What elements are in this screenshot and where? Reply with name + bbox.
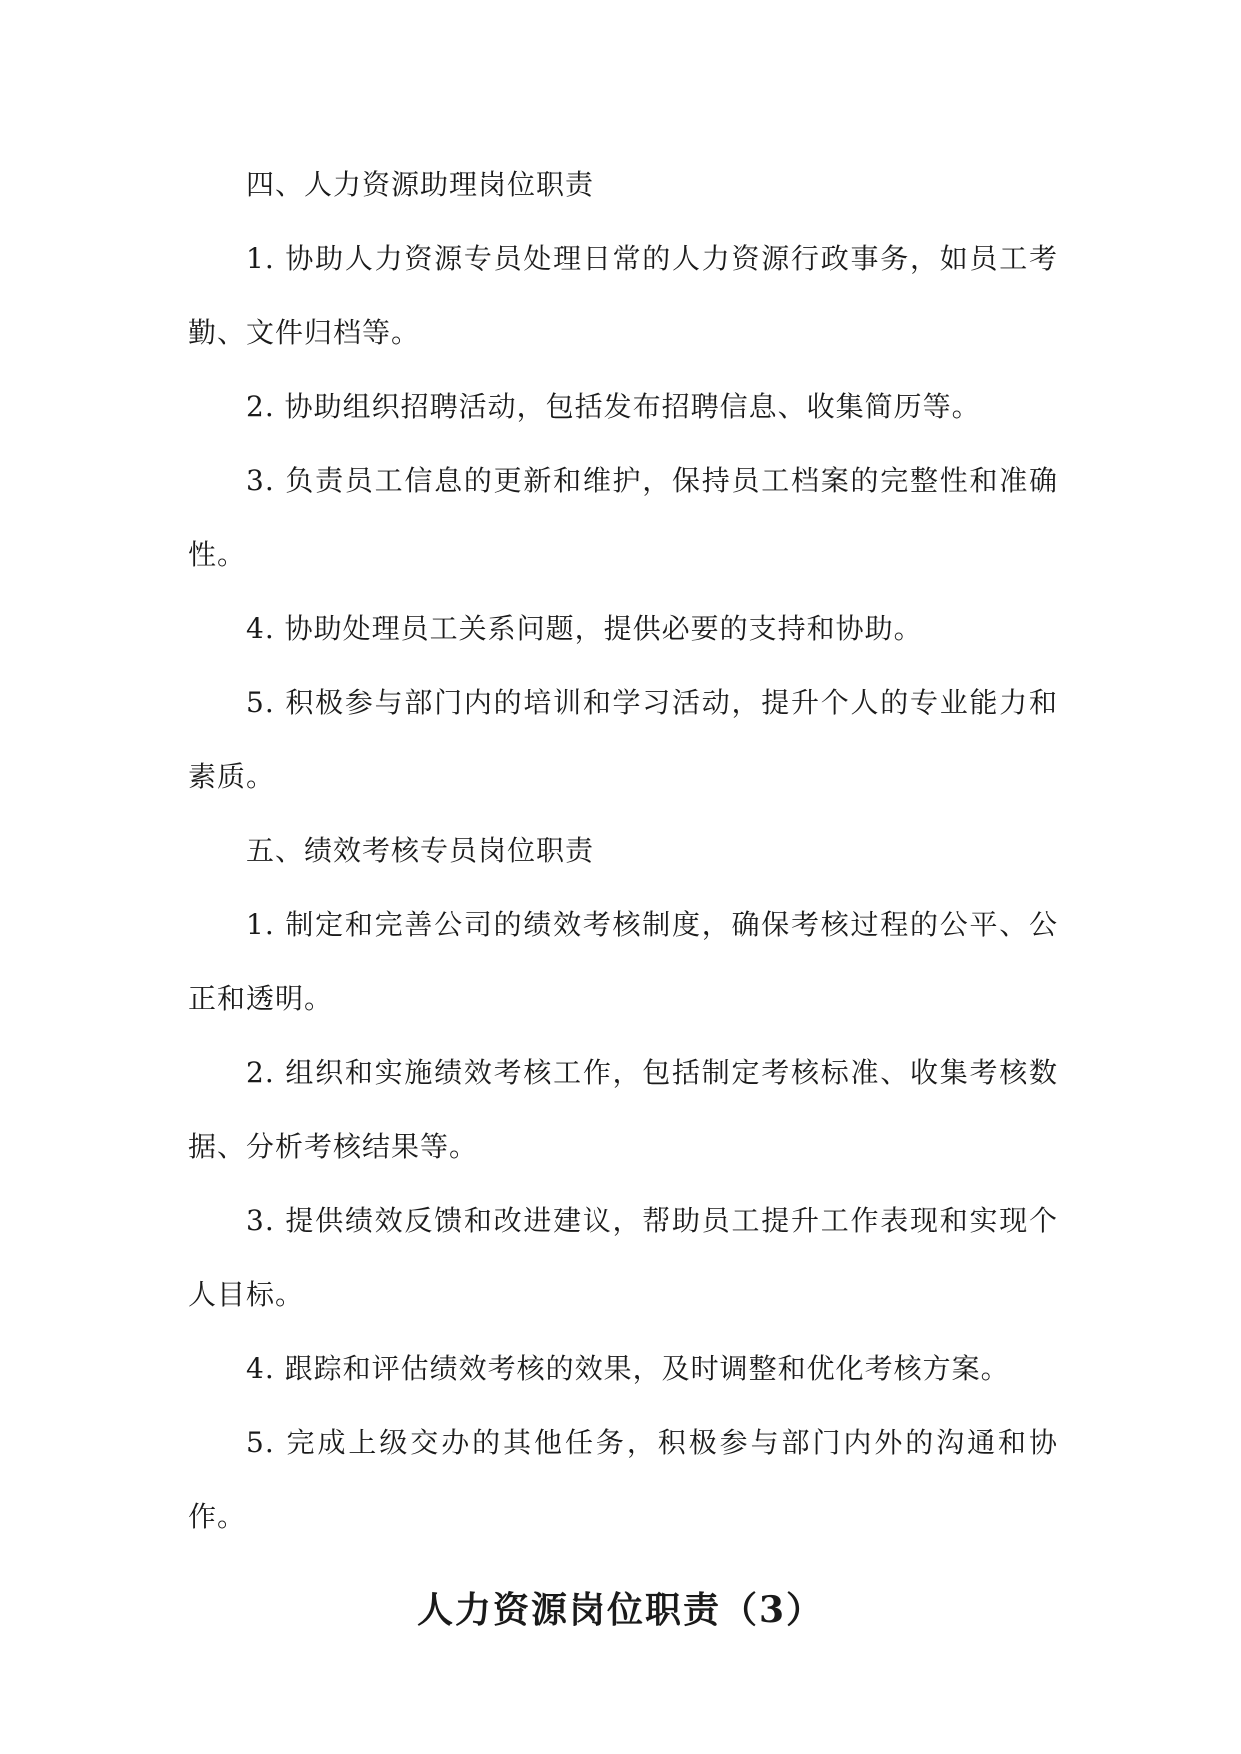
list-item: 3. 提供绩效反馈和改进建议，帮助员工提升工作表现和实现个人目标。 xyxy=(188,1204,1058,1311)
list-item: 5. 积极参与部门内的培训和学习活动，提升个人的专业能力和素质。 xyxy=(188,686,1058,793)
list-item: 4. 协助处理员工关系问题，提供必要的支持和协助。 xyxy=(246,612,923,645)
section-heading-hr-assistant: 四、人力资源助理岗位职责 xyxy=(246,168,595,201)
list-item: 4. 跟踪和评估绩效考核的效果，及时调整和优化考核方案。 xyxy=(246,1352,1010,1385)
list-item: 1. 协助人力资源专员处理日常的人力资源行政事务，如员工考勤、文件归档等。 xyxy=(188,242,1058,349)
list-item: 2. 协助组织招聘活动，包括发布招聘信息、收集简历等。 xyxy=(246,390,981,423)
list-item: 3. 负责员工信息的更新和维护，保持员工档案的完整性和准确性。 xyxy=(188,464,1058,571)
document-body xyxy=(188,148,1058,1554)
list-item: 5. 完成上级交办的其他任务，积极参与部门内外的沟通和协作。 xyxy=(188,1426,1058,1533)
page-title: 人力资源岗位职责（3） xyxy=(416,1589,825,1631)
section-heading-performance-specialist: 五、绩效考核专员岗位职责 xyxy=(246,834,595,867)
list-item: 1. 制定和完善公司的绩效考核制度，确保考核过程的公平、公正和透明。 xyxy=(188,908,1058,1015)
list-item: 2. 组织和实施绩效考核工作，包括制定考核标准、收集考核数据、分析考核结果等。 xyxy=(188,1056,1058,1163)
